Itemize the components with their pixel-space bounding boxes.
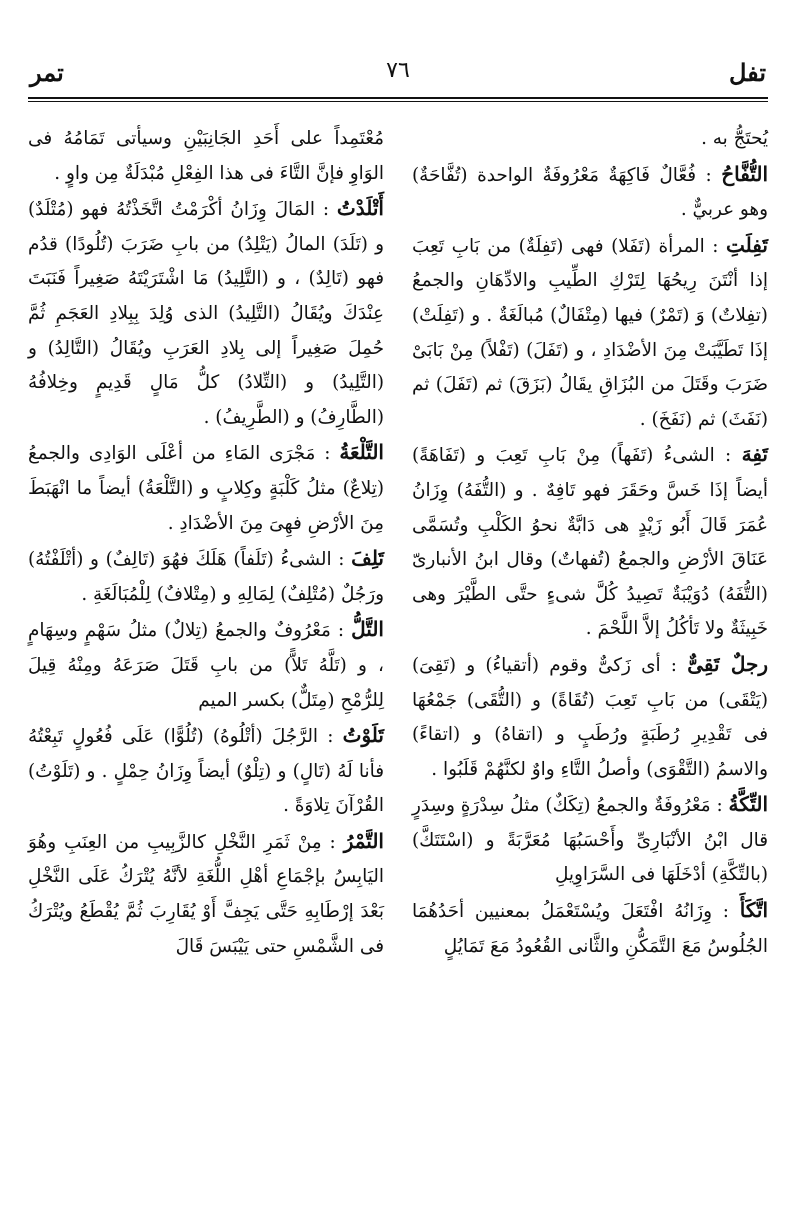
entry-definition: يُحتَجُّ به . (701, 128, 768, 149)
entry-headword: التِّكَّةُ (728, 792, 768, 817)
header-rule-thin (28, 101, 768, 102)
header-first-word: تفل (729, 58, 766, 87)
dictionary-entry (28, 824, 384, 964)
dictionary-entry (412, 787, 768, 893)
entry-definition: : الرَّجُلَ (أتْلُوهُ) (تُلُوًّا) عَلَى فُعُولٍ تَبِعْتُهُ فأنا لَهُ (تَالٍ) و (تِلْوٌ) أيضاً وِزَانُ حِمْلٍ . و (تَلَوْتُ) القُرْآنَ تِلاوَةً . (28, 726, 384, 817)
entry-headword: تَلَوْتُ (342, 723, 384, 748)
entry-headword: التَّلْعَةُ (339, 440, 384, 465)
dictionary-entry (28, 718, 384, 824)
entry-headword: رجلٌ تَقِىٌّ (687, 651, 769, 676)
entry-definition: : فُعَّالٌ فَاكِهَةٌ مَعْرُوفَةٌ الواحدة (تُفَّاحَةٌ) وهو عربيٌّ . (412, 164, 768, 221)
entry-definition: : المَالَ وِزَانُ أكْرَمْتُ اتَّخَذْتُهُ فهو (مُتْلَدٌ) و (تَلَدَ) المالُ (يَتْلِدُ) من بابِ ضَرَبَ (تُلُودًا) قدُم فهو (تَالِدٌ) ، و (التَّلِيدُ) مَا اشْتَرَيْتَهُ صَغِيراً فَنَبَتَ عِنْدَكَ ويُقَالُ (التَّلِيدُ) الذى وُلِدَ بِبِلادِ العَجَمِ ثُمَّ حُمِلَ صَغِيراً إلى بِلادِ العَرَبِ ويُقَالُ (التَّالِدُ) و (التَّلِيدُ) و (التِّلادُ) كلُّ مَالٍ قَدِيمٍ وخِلافُهُ (الطَّارِفُ) و (الطَّرِيفُ) . (28, 199, 384, 428)
entry-headword: تَفِهَ (741, 442, 768, 467)
dictionary-entry (412, 122, 768, 157)
header-last-word: تمر (30, 58, 64, 87)
entry-definition: : مَجْرَى المَاءِ من أعْلَى الوَادِى والجمعُ (تِلاعٌ) مثلُ كَلْبَةٍ وكِلابٍ و (التَّلْعَةُ) أيضاً ما انْهَبَطَ مِنَ الأرْضِ فهِىَ مِنَ الأضْدَادِ . (28, 443, 384, 534)
entry-definition: : مِنْ ثَمَرِ النَّخْلِ كالزَّبِيبِ من العِنَبِ وهُوَ اليَابِسُ بإجْمَاعِ أهْلِ اللُّغَةِ لأنَّهُ يُتْرَكُ عَلَى النَّخْلِ بَعْدَ إرْطَابِهِ حَتَّى يَجِفَّ أَوْ يُقَارِبَ ثُمَّ يُقْطَعُ ويُتْرَكُ فى الشَّمْسِ حتى يَيْبَسَ قَالَ (28, 831, 384, 957)
entry-definition: : المرأة (تَفَلا) فهى (تَفِلَةٌ) من بَابِ تَعِبَ إذا أنْتَنَ رِيحُهَا لِتَرْكِ الطِّيبِ والادِّهَانِ والجمعُ (تفِلاتٌ) وَ (تَمْرٌ) فيها (مِتْفَالٌ) مُبالَغَةٌ . و (تَفِلَتْ) إذَا تَطَيَّبَتْ مِنَ الأضْدَادِ ، و (تَفَلَ) (تَفْلاً) مِنْ بَابَىْ ضَرَبَ وقَتَلَ من البُزَاقِ يقَالُ (بَزَقَ) ثم (تَفَلَ) ثم (نَفَثَ) ثم (نَفَخَ) . (412, 235, 768, 430)
entry-definition: : الشىءُ (تَفَهاً) مِنْ بَابِ تَعِبَ و (تَفَاهَةً) أيضاً إذَا خَسَّ وحَقَرَ فهو تَافِهٌ . و (التُّفَهُ) وِزَانُ عُمَرَ قَالَ أَبُو زَيْدٍ هى دَابَّةٌ نحوُ الكَلْبِ وتُسَمَّى عَنَاقَ الأرْضِ والجمعُ (تُفهاتٌ) وقال ابنُ الأنبارىّ (التُّفَهُ) دُوَيْبَةٌ تَصِيدُ كُلَّ شىءٍ حتَّى الطَّيْرَ وهى خَبِيثَةٌ ولا تَأكُلُ إلاَّ اللَّحْمَ . (412, 445, 768, 640)
dictionary-entry (28, 541, 384, 612)
entry-definition: : وِزَانُهُ افْتَعَلَ ويُسْتَعْمَلُ بمعنيين أحَدُهُمَا الجُلُوسُ مَعَ التَّمَكُّنِ والثَّانى القُعُودُ مَعَ تَمَايُلٍ (412, 901, 768, 957)
entry-definition: : الشىءُ (تَلَفاً) هَلَكَ فهُوَ (تَالِفٌ) و (أتْلَفْتُهُ) ورَجُلٌ (مُتْلِفٌ) لِمَالِهِ و (مِتْلافٌ) لِلْمُبَالَغَةِ . (28, 549, 384, 605)
entry-headword: تَفِلَتِ (726, 232, 768, 257)
dictionary-entry (28, 435, 384, 541)
entry-definition: مُعْتَمِداً على أَحَدِ الجَانِبَيْنِ وسيأتى تَمَامُهُ فى الوَاوِ فإنَّ التَّاءَ فى هذا الفِعْلِ مُبْدَلَةٌ مِن واوٍ . (28, 128, 384, 184)
entry-headword: التُّفَّاحُ (721, 161, 768, 186)
entry-definition: : أى زَكىٌّ وقوم (أتقياءُ) و (تَقِىَ) (يَتْقَى) من بَابِ تَعِبَ (تُقَاةً) و (التُّقَى) جَمْعُهَا فى تَقْدِيرِ رُطَبَةٍ ورُطَبٍ و (اتقاهُ) و (اتقاءً) والاسمُ (التَّقْوَى) وأصلُ التَّاءِ واوٌ لكنَّهُمْ قَلَبُوا . (412, 654, 768, 780)
dictionary-entry (412, 647, 768, 787)
dictionary-entry (28, 612, 384, 718)
entry-headword: التَّمْرُ (343, 828, 384, 853)
dictionary-entry (28, 122, 384, 191)
right-column (412, 122, 768, 964)
entry-definition: : مَعْرُوفَةٌ والجمعُ (تِكَكٌ) مثلُ سِدْرَةٍ وسِدَرٍ قال ابْنُ الأنْبَارِىِّ وأَحْسَبُهَا مُعَرَّبَةً و (اسْتَتَكَّ) (بالتِّكَّةِ) أدْخَلَهَا فى السَّرَاوِيلِ (412, 795, 768, 886)
dictionary-entry (412, 437, 768, 647)
entry-headword: تَلِفَ (351, 546, 384, 571)
page-header (30, 58, 766, 94)
entry-definition: : مَعْرُوفٌ والجمعُ (تِلالٌ) مثلُ سَهْمٍ وسِهَامٍ ، و (تَلَّهُ تَلاًّ) من بابِ قَتَلَ صَرَعَهُ ومِنْهُ قِيلَ لِلرُّمْحِ (مِتَلٌّ) بكسر الميم (28, 620, 384, 711)
dictionary-entry (412, 157, 768, 228)
entry-headword: التَّلُّ (351, 617, 384, 642)
dictionary-entry (412, 893, 768, 964)
entry-headword: اتَّكَأَ (739, 898, 768, 923)
dictionary-entry (28, 191, 384, 435)
header-rule (28, 97, 768, 99)
page-number: ٧٦ (386, 58, 410, 83)
entry-headword: أَتْلَدْتُ (336, 196, 384, 221)
dictionary-entry (412, 228, 768, 438)
left-column (28, 122, 384, 964)
